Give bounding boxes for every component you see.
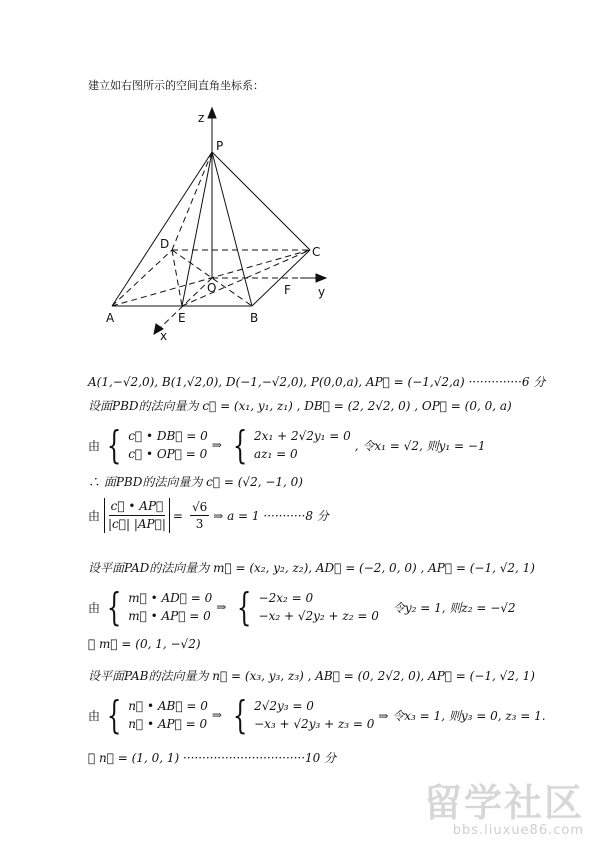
pad-normal-result: ∴ m⃗ = (0, 1, −√2) <box>88 637 201 651</box>
watermark-logo: 留学社区 <box>423 781 584 825</box>
angle-eq: = <box>172 508 183 523</box>
pab-req-top: 2√2y₃ = 0 <box>254 699 314 713</box>
angle-frac-den: 3 <box>195 517 204 531</box>
pab-normal-result: ∴ n⃗ = (1, 0, 1) ································10 分 <box>88 751 337 765</box>
angle-den: |c⃗| |AP⃗| <box>108 517 166 531</box>
pad-eq-bot: m⃗ • AP⃗ = 0 <box>128 609 211 623</box>
label-z: z <box>198 111 205 125</box>
brace-left: { <box>106 423 122 467</box>
label-x: x <box>160 329 168 343</box>
pad-req-top: −2x₂ = 0 <box>258 591 314 605</box>
pab-eq-bot: n⃗ • AP⃗ = 0 <box>128 717 208 731</box>
pad-prefix: 由 <box>88 600 101 615</box>
pbd-normal-setup: 设面PBD的法向量为 c⃗ = (x₁, y₁, z₁) , DB⃗ = (2, 2√2, 0) , OP⃗ = (0, 0, a) <box>88 399 512 413</box>
label-B: B <box>250 311 259 325</box>
edge-PC <box>212 152 310 250</box>
label-D: D <box>160 237 170 251</box>
pbd-req-bot: az₁ = 0 <box>254 447 298 461</box>
label-A: A <box>106 311 115 325</box>
pbd-req-top: 2x₁ + 2√2y₁ = 0 <box>254 429 351 443</box>
pbd-system <box>88 423 486 467</box>
pab-tail: ⇒ 令x₃ = 1, 则y₃ = 0, z₃ = 1. <box>378 708 546 723</box>
edge-PB <box>212 152 252 306</box>
pbd-tail: , 令x₁ = √2, 则y₁ = −1 <box>354 438 486 453</box>
label-O: O <box>207 281 217 295</box>
label-E: E <box>178 311 186 325</box>
implies-arrow: ⇒ <box>211 708 222 722</box>
pab-eq-top: n⃗ • AB⃗ = 0 <box>128 699 208 713</box>
pad-normal-setup: 设平面PAD的法向量为 m⃗ = (x₂, y₂, z₂), AD⃗ = (−2, 0, 0) , AP⃗ = (−1, √2, 1) <box>88 561 535 575</box>
edge-PD <box>172 152 212 250</box>
brace-left: { <box>232 423 248 467</box>
pad-tail: 令y₂ = 1, 则z₂ = −√2 <box>392 600 516 615</box>
angle-prefix: 由 <box>88 509 101 523</box>
implies-arrow: ⇒ <box>211 438 222 452</box>
pad-req-bot: −x₂ + √2y₂ + z₂ = 0 <box>258 609 379 623</box>
implies-arrow: ⇒ <box>216 600 227 614</box>
edge-DE <box>172 250 182 306</box>
watermark <box>424 783 584 838</box>
label-C: C <box>312 245 321 259</box>
label-y: y <box>318 285 326 299</box>
pab-normal-setup: 设平面PAB的法向量为 n⃗ = (x₃, y₃, z₃) , AB⃗ = (0, 2√2, 0), AP⃗ = (−1, √2, 1) <box>88 669 535 683</box>
y-axis-arrow <box>316 274 326 282</box>
label-P: P <box>216 139 224 153</box>
pbd-prefix: 由 <box>88 438 101 453</box>
pbd-eq-bot: c⃗ • OP⃗ = 0 <box>128 447 208 461</box>
angle-frac-num: √6 <box>191 500 208 514</box>
intro-text: 建立如右图所示的空间直角坐标系： <box>88 79 264 92</box>
z-axis-arrow <box>208 108 216 118</box>
coords-line: A(1,−√2,0), B(1,√2,0), D(−1,−√2,0), P(0,0,a), AP⃗ = (−1,√2,a) ··············6 分 <box>88 375 546 389</box>
pad-eq-top: m⃗ • AD⃗ = 0 <box>128 591 213 605</box>
angle-tail: ⇒ a = 1 ···········8 分 <box>213 509 329 523</box>
watermark-url: bbs.liuxue86.com <box>452 823 584 838</box>
angle-num: c⃗ • AP⃗ <box>109 498 166 516</box>
brace-left: { <box>106 585 122 629</box>
pab-req-bot: −x₃ + √2y₃ + z₃ = 0 <box>254 717 375 731</box>
pad-system <box>88 585 516 629</box>
brace-left: { <box>237 585 252 629</box>
brace-left: { <box>106 693 122 737</box>
pbd-eq-top: c⃗ • DB⃗ = 0 <box>128 429 208 443</box>
brace-left: { <box>232 693 248 737</box>
label-F: F <box>284 283 291 297</box>
pab-system <box>88 693 546 737</box>
pab-prefix: 由 <box>88 708 101 723</box>
pbd-normal-result: ∴ 面PBD的法向量为 c⃗ = (√2, −1, 0) <box>88 475 303 489</box>
angle-equation <box>88 498 329 533</box>
